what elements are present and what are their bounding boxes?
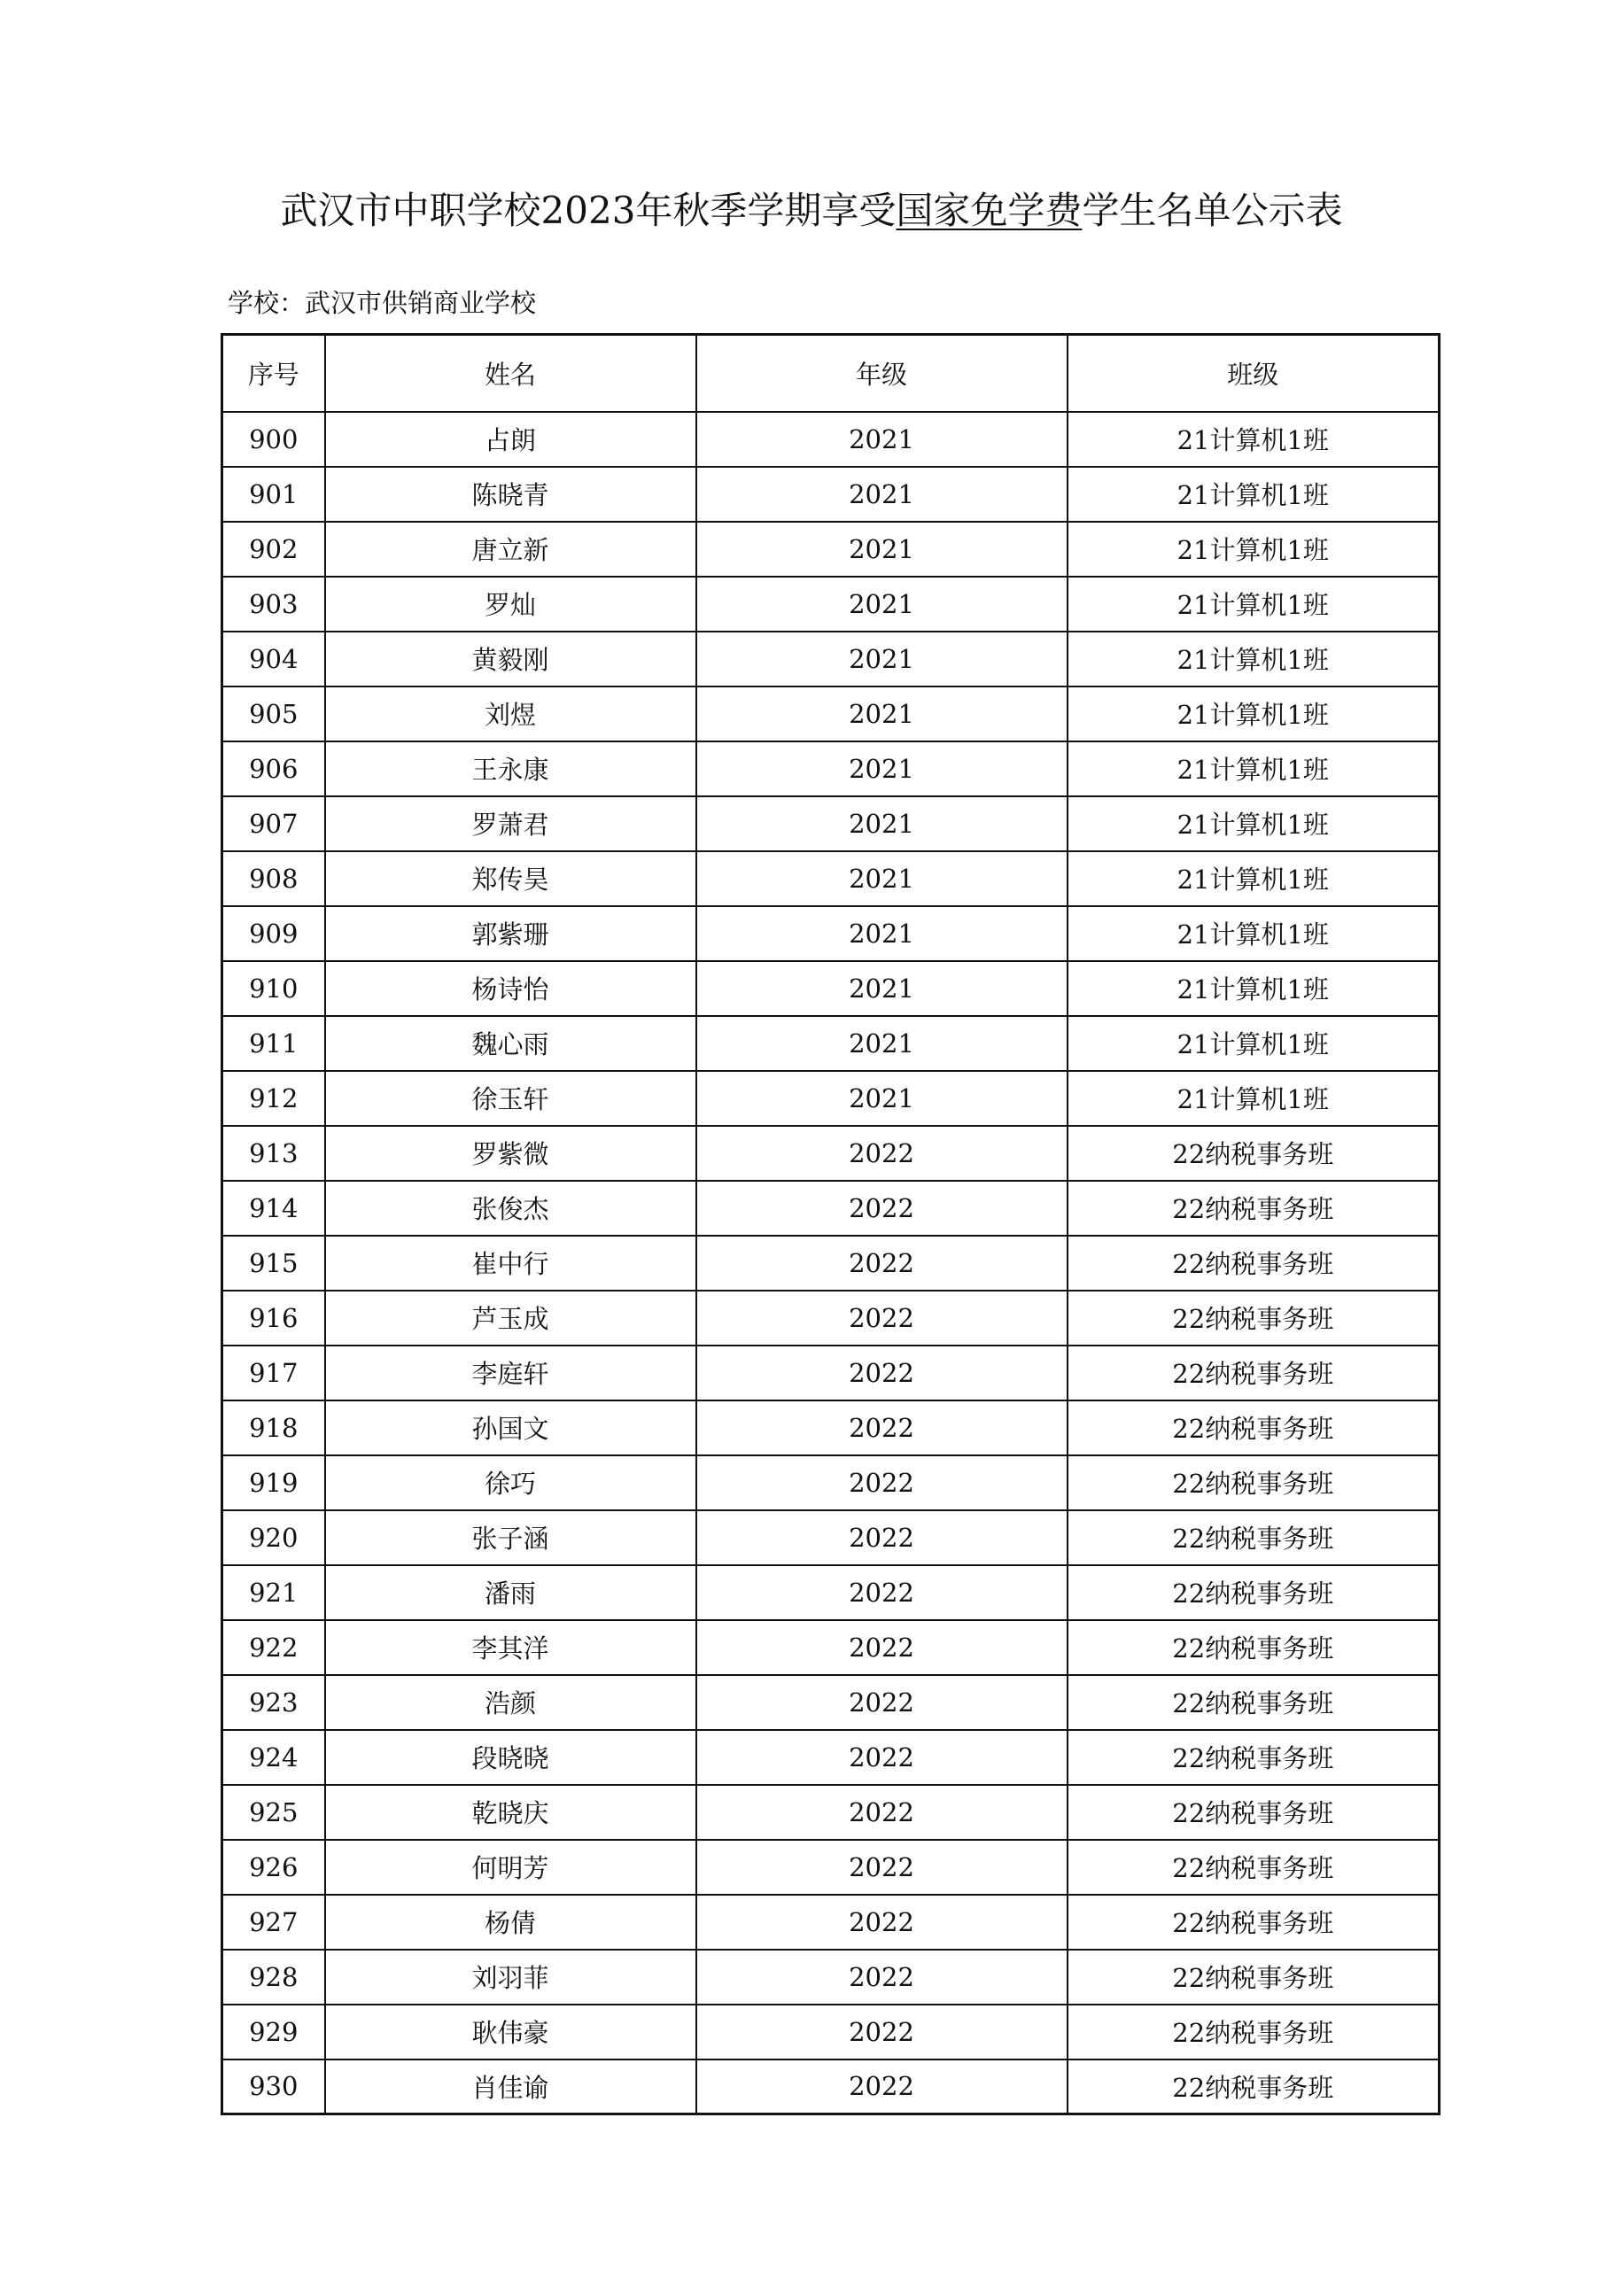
title-fill: 国家免学费 xyxy=(896,189,1083,232)
cell-grade: 2022 xyxy=(696,1895,1068,1950)
school-label: 学校： xyxy=(228,288,306,318)
cell-name: 罗萧君 xyxy=(325,796,696,851)
cell-name: 唐立新 xyxy=(325,522,696,577)
cell-seq: 904 xyxy=(222,632,325,686)
cell-class: 21计算机1班 xyxy=(1068,1016,1440,1071)
cell-seq: 912 xyxy=(222,1071,325,1126)
cell-grade: 2021 xyxy=(696,961,1068,1016)
cell-seq: 922 xyxy=(222,1620,325,1675)
cell-name: 潘雨 xyxy=(325,1565,696,1620)
cell-name: 孙国文 xyxy=(325,1400,696,1455)
title-prefix: 武汉市中职学校2023年秋季学期享受 xyxy=(280,189,897,232)
cell-seq: 918 xyxy=(222,1400,325,1455)
table-row xyxy=(222,1510,1440,1565)
cell-grade: 2022 xyxy=(696,1126,1068,1181)
student-roster-table xyxy=(221,333,1441,2115)
cell-grade: 2022 xyxy=(696,1181,1068,1236)
cell-class: 22纳税事务班 xyxy=(1068,1895,1440,1950)
table-row xyxy=(222,1840,1440,1895)
cell-name: 李其洋 xyxy=(325,1620,696,1675)
cell-name: 段晓晓 xyxy=(325,1730,696,1785)
cell-name: 占朗 xyxy=(325,412,696,467)
cell-name: 张子涵 xyxy=(325,1510,696,1565)
cell-class: 21计算机1班 xyxy=(1068,522,1440,577)
table-row xyxy=(222,961,1440,1016)
cell-class: 21计算机1班 xyxy=(1068,1071,1440,1126)
cell-grade: 2022 xyxy=(696,1675,1068,1730)
table-body xyxy=(222,412,1440,2114)
cell-class: 22纳税事务班 xyxy=(1068,1675,1440,1730)
table-row xyxy=(222,1346,1440,1400)
cell-class: 21计算机1班 xyxy=(1068,467,1440,522)
cell-grade: 2021 xyxy=(696,577,1068,632)
table-header-row xyxy=(222,335,1440,412)
table-row xyxy=(222,851,1440,906)
cell-seq: 907 xyxy=(222,796,325,851)
table-row xyxy=(222,906,1440,961)
cell-seq: 901 xyxy=(222,467,325,522)
cell-name: 李庭轩 xyxy=(325,1346,696,1400)
cell-seq: 902 xyxy=(222,522,325,577)
table-row xyxy=(222,1291,1440,1346)
cell-seq: 919 xyxy=(222,1455,325,1510)
cell-seq: 915 xyxy=(222,1236,325,1291)
cell-class: 21计算机1班 xyxy=(1068,741,1440,796)
cell-seq: 913 xyxy=(222,1126,325,1181)
cell-seq: 908 xyxy=(222,851,325,906)
cell-class: 22纳税事务班 xyxy=(1068,1510,1440,1565)
cell-name: 乾晓庆 xyxy=(325,1785,696,1840)
cell-grade: 2021 xyxy=(696,741,1068,796)
cell-name: 魏心雨 xyxy=(325,1016,696,1071)
cell-seq: 900 xyxy=(222,412,325,467)
cell-name: 罗紫微 xyxy=(325,1126,696,1181)
cell-class: 21计算机1班 xyxy=(1068,686,1440,741)
cell-class: 22纳税事务班 xyxy=(1068,1620,1440,1675)
table-row xyxy=(222,1895,1440,1950)
cell-grade: 2022 xyxy=(696,1510,1068,1565)
cell-grade: 2021 xyxy=(696,906,1068,961)
cell-grade: 2022 xyxy=(696,1840,1068,1895)
cell-grade: 2022 xyxy=(696,1455,1068,1510)
cell-seq: 914 xyxy=(222,1181,325,1236)
cell-class: 22纳税事务班 xyxy=(1068,1565,1440,1620)
cell-class: 22纳税事务班 xyxy=(1068,1730,1440,1785)
cell-grade: 2021 xyxy=(696,412,1068,467)
cell-class: 22纳税事务班 xyxy=(1068,1346,1440,1400)
cell-name: 杨倩 xyxy=(325,1895,696,1950)
cell-class: 22纳税事务班 xyxy=(1068,1400,1440,1455)
cell-class: 21计算机1班 xyxy=(1068,851,1440,906)
header-class: 班级 xyxy=(1068,335,1440,412)
cell-seq: 928 xyxy=(222,1950,325,2005)
cell-grade: 2021 xyxy=(696,467,1068,522)
cell-seq: 924 xyxy=(222,1730,325,1785)
table-row xyxy=(222,1071,1440,1126)
cell-grade: 2022 xyxy=(696,1565,1068,1620)
cell-class: 21计算机1班 xyxy=(1068,796,1440,851)
cell-name: 徐巧 xyxy=(325,1455,696,1510)
cell-seq: 910 xyxy=(222,961,325,1016)
cell-class: 22纳税事务班 xyxy=(1068,1181,1440,1236)
cell-name: 何明芳 xyxy=(325,1840,696,1895)
cell-grade: 2021 xyxy=(696,632,1068,686)
table-row xyxy=(222,686,1440,741)
cell-grade: 2022 xyxy=(696,1346,1068,1400)
cell-seq: 930 xyxy=(222,2059,325,2114)
cell-class: 22纳税事务班 xyxy=(1068,2005,1440,2059)
cell-name: 耿伟豪 xyxy=(325,2005,696,2059)
cell-name: 郭紫珊 xyxy=(325,906,696,961)
cell-grade: 2022 xyxy=(696,1400,1068,1455)
table-row xyxy=(222,1565,1440,1620)
cell-grade: 2022 xyxy=(696,1291,1068,1346)
cell-seq: 920 xyxy=(222,1510,325,1565)
cell-class: 21计算机1班 xyxy=(1068,577,1440,632)
header-seq: 序号 xyxy=(222,335,325,412)
table-row xyxy=(222,2059,1440,2114)
cell-seq: 927 xyxy=(222,1895,325,1950)
cell-name: 郑传昊 xyxy=(325,851,696,906)
cell-grade: 2021 xyxy=(696,1016,1068,1071)
cell-class: 21计算机1班 xyxy=(1068,412,1440,467)
cell-class: 22纳税事务班 xyxy=(1068,1840,1440,1895)
header-name: 姓名 xyxy=(325,335,696,412)
cell-name: 陈晓青 xyxy=(325,467,696,522)
school-name: 武汉市供销商业学校 xyxy=(305,288,537,318)
table-row xyxy=(222,1181,1440,1236)
school-line xyxy=(228,285,536,321)
cell-seq: 911 xyxy=(222,1016,325,1071)
cell-seq: 917 xyxy=(222,1346,325,1400)
cell-name: 刘羽菲 xyxy=(325,1950,696,2005)
cell-name: 刘煜 xyxy=(325,686,696,741)
cell-grade: 2021 xyxy=(696,686,1068,741)
cell-grade: 2022 xyxy=(696,1236,1068,1291)
cell-grade: 2022 xyxy=(696,2005,1068,2059)
cell-seq: 925 xyxy=(222,1785,325,1840)
table-row xyxy=(222,1950,1440,2005)
table-row xyxy=(222,741,1440,796)
cell-seq: 906 xyxy=(222,741,325,796)
cell-seq: 905 xyxy=(222,686,325,741)
header-grade: 年级 xyxy=(696,335,1068,412)
cell-name: 崔中行 xyxy=(325,1236,696,1291)
cell-name: 徐玉轩 xyxy=(325,1071,696,1126)
cell-class: 22纳税事务班 xyxy=(1068,1291,1440,1346)
table-row xyxy=(222,796,1440,851)
cell-name: 浩颜 xyxy=(325,1675,696,1730)
cell-grade: 2021 xyxy=(696,522,1068,577)
table-row xyxy=(222,1126,1440,1181)
table-row xyxy=(222,467,1440,522)
cell-name: 张俊杰 xyxy=(325,1181,696,1236)
cell-class: 21计算机1班 xyxy=(1068,906,1440,961)
cell-name: 王永康 xyxy=(325,741,696,796)
table-row xyxy=(222,1236,1440,1291)
cell-class: 21计算机1班 xyxy=(1068,632,1440,686)
cell-grade: 2022 xyxy=(696,2059,1068,2114)
cell-class: 22纳税事务班 xyxy=(1068,1455,1440,1510)
cell-seq: 909 xyxy=(222,906,325,961)
cell-seq: 921 xyxy=(222,1565,325,1620)
cell-name: 黄毅刚 xyxy=(325,632,696,686)
cell-grade: 2022 xyxy=(696,1620,1068,1675)
table-row xyxy=(222,1016,1440,1071)
cell-grade: 2021 xyxy=(696,851,1068,906)
cell-grade: 2021 xyxy=(696,796,1068,851)
cell-name: 肖佳谕 xyxy=(325,2059,696,2114)
table-row xyxy=(222,577,1440,632)
cell-class: 22纳税事务班 xyxy=(1068,1950,1440,2005)
cell-name: 罗灿 xyxy=(325,577,696,632)
cell-class: 22纳税事务班 xyxy=(1068,1785,1440,1840)
table-row xyxy=(222,522,1440,577)
cell-class: 22纳税事务班 xyxy=(1068,2059,1440,2114)
cell-name: 芦玉成 xyxy=(325,1291,696,1346)
cell-class: 21计算机1班 xyxy=(1068,961,1440,1016)
cell-class: 22纳税事务班 xyxy=(1068,1126,1440,1181)
table-row xyxy=(222,1400,1440,1455)
table-row xyxy=(222,1785,1440,1840)
table-row xyxy=(222,2005,1440,2059)
table-row xyxy=(222,1455,1440,1510)
cell-grade: 2021 xyxy=(696,1071,1068,1126)
cell-seq: 929 xyxy=(222,2005,325,2059)
cell-grade: 2022 xyxy=(696,1730,1068,1785)
table-row xyxy=(222,1730,1440,1785)
cell-seq: 926 xyxy=(222,1840,325,1895)
title-suffix: 学生名单公示表 xyxy=(1082,189,1343,232)
page-title xyxy=(0,182,1623,239)
table-row xyxy=(222,412,1440,467)
table-row xyxy=(222,1620,1440,1675)
table-row xyxy=(222,632,1440,686)
cell-seq: 923 xyxy=(222,1675,325,1730)
cell-seq: 903 xyxy=(222,577,325,632)
cell-name: 杨诗怡 xyxy=(325,961,696,1016)
cell-grade: 2022 xyxy=(696,1785,1068,1840)
cell-grade: 2022 xyxy=(696,1950,1068,2005)
cell-class: 22纳税事务班 xyxy=(1068,1236,1440,1291)
table-row xyxy=(222,1675,1440,1730)
cell-seq: 916 xyxy=(222,1291,325,1346)
